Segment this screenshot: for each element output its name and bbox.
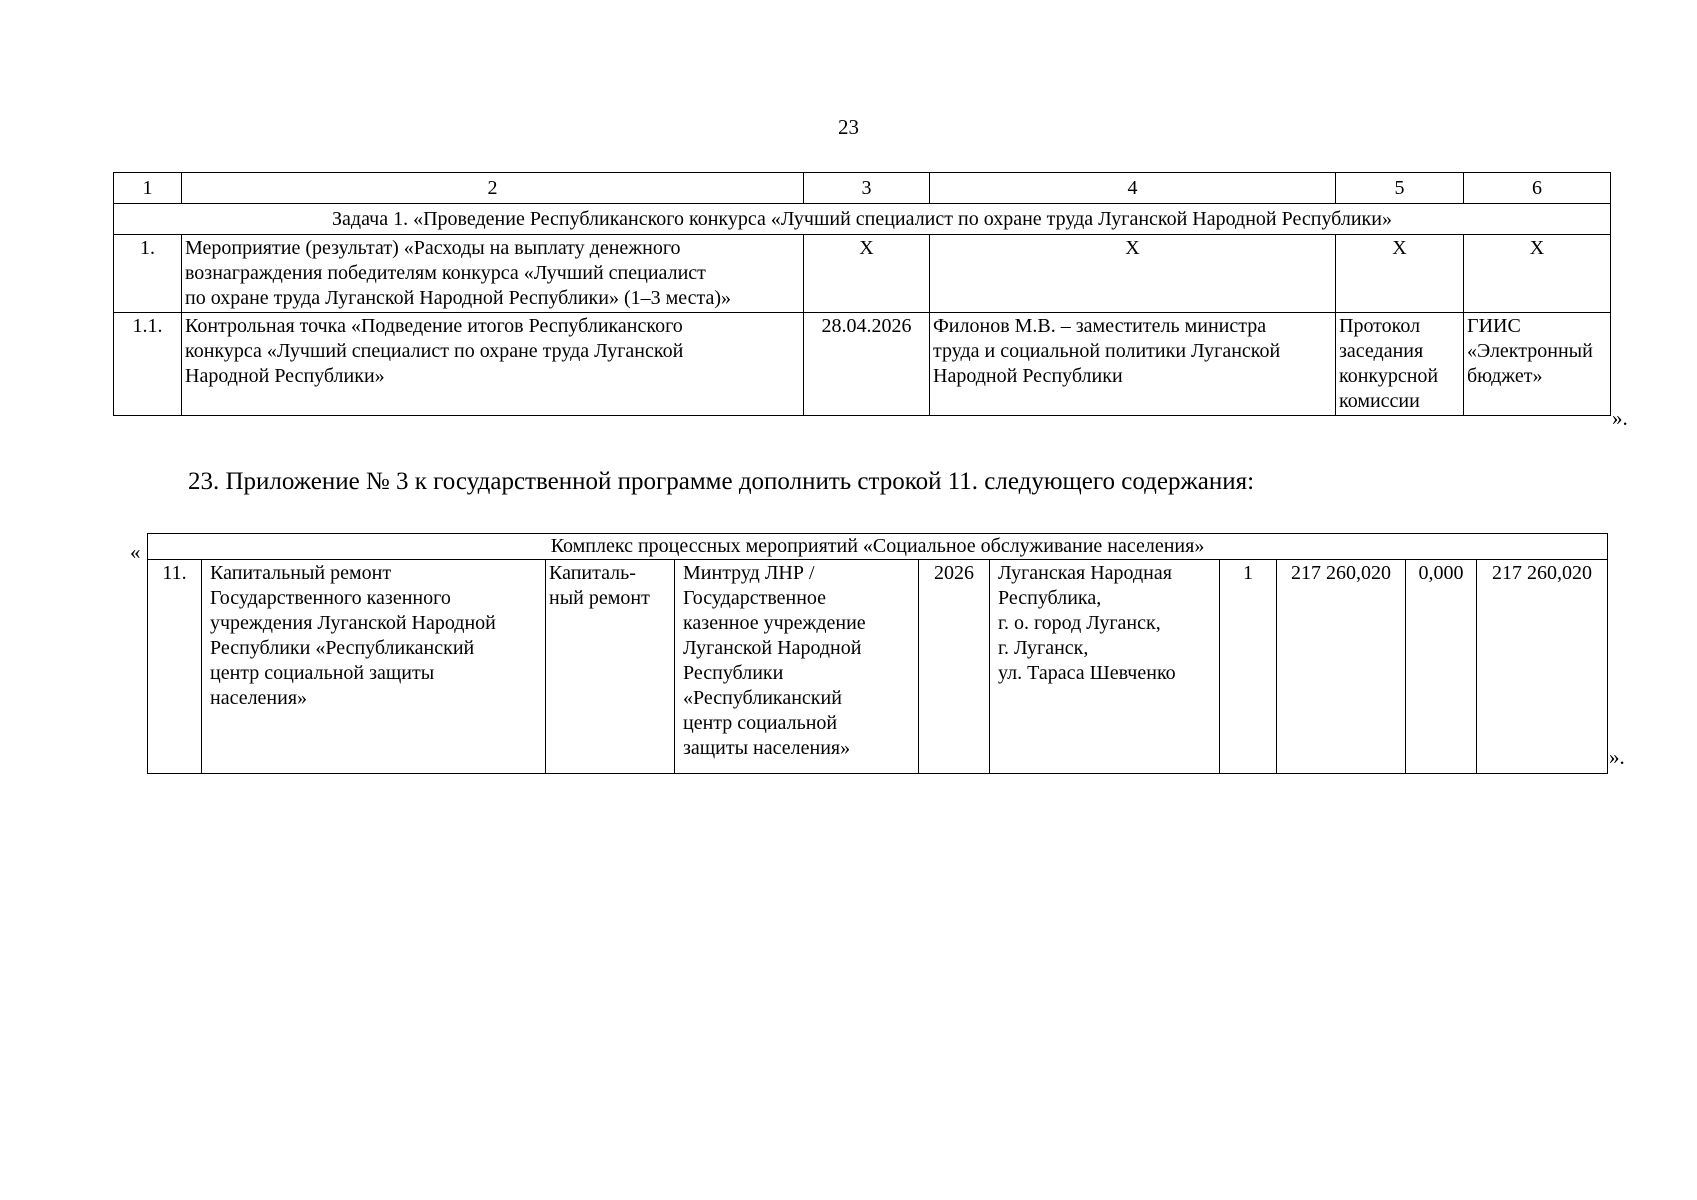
- header-row: [114, 173, 1611, 204]
- line: казенное учреждение: [683, 612, 866, 634]
- row-description: [182, 313, 804, 416]
- line: Республики: [683, 662, 784, 684]
- line: учреждения Луганской Народной: [210, 612, 496, 634]
- table-row: [114, 235, 1611, 313]
- line: Народной Республики: [933, 365, 1123, 387]
- page-number: 23: [838, 115, 859, 139]
- line: Капиталь-: [549, 562, 636, 584]
- line: вознаграждения победителям конкурса «Лучший специалист: [185, 262, 706, 284]
- line: Республики «Республиканский: [210, 637, 475, 659]
- complex-row: [148, 534, 1608, 560]
- line: конкурса «Лучший специалист по охране труда Луганской: [185, 340, 684, 362]
- work-type-cell: [546, 560, 675, 774]
- task-row: [114, 204, 1611, 235]
- line: центр социальной: [683, 712, 838, 734]
- line: заседания: [1339, 340, 1424, 362]
- document-cell: [1336, 313, 1464, 416]
- table-row: [148, 560, 1608, 774]
- address-cell: [990, 560, 1220, 774]
- amount-total-cell: 217 260,020: [1277, 560, 1406, 774]
- cell-col4: X: [930, 235, 1336, 313]
- table-row: [114, 313, 1611, 416]
- closing-quote: ».: [1609, 745, 1625, 769]
- header-cell: 1: [114, 173, 182, 204]
- appendix-table: [147, 533, 1608, 774]
- cell-col5: X: [1336, 235, 1464, 313]
- line: Луганская Народная: [998, 562, 1172, 584]
- row-number: 11.: [148, 560, 202, 774]
- system-cell: [1464, 313, 1611, 416]
- line: центр социальной защиты: [210, 662, 435, 684]
- line: по охране труда Луганской Народной Республики» (1–3 места)»: [185, 287, 732, 309]
- line: конкурсной: [1339, 365, 1439, 387]
- cell-col3: X: [804, 235, 930, 313]
- line: Государственное: [683, 587, 827, 609]
- line: Мероприятие (результат) «Расходы на выплату денежного: [185, 237, 681, 259]
- amount-third-cell: 217 260,020: [1477, 560, 1608, 774]
- line: труда и социальной политики Луганской: [933, 340, 1281, 362]
- line: комиссии: [1339, 390, 1420, 412]
- object-name-cell: [202, 560, 546, 774]
- header-cell: 5: [1336, 173, 1464, 204]
- opening-quote: «: [130, 540, 141, 564]
- row-number: 1.: [114, 235, 182, 313]
- line: ГИИС: [1467, 315, 1521, 337]
- count-cell: 1: [1220, 560, 1277, 774]
- header-cell: 6: [1464, 173, 1611, 204]
- line: Государственного казенного: [210, 587, 451, 609]
- line: бюджет»: [1467, 365, 1543, 387]
- year-cell: 2026: [919, 560, 990, 774]
- line: Протокол: [1339, 315, 1421, 337]
- date-cell: 28.04.2026: [804, 313, 930, 416]
- line: Капитальный ремонт: [210, 562, 392, 584]
- task-title: Задача 1. «Проведение Республиканского конкурса «Лучший специалист по охране труда Луганской Народной Республики»: [114, 204, 1611, 235]
- responsible-cell: [930, 313, 1336, 416]
- line: ный ремонт: [549, 587, 650, 609]
- closing-quote: ».: [1612, 406, 1628, 430]
- line: ул. Тараса Шевченко: [998, 662, 1176, 684]
- organization-cell: [675, 560, 919, 774]
- line: Луганской Народной: [683, 637, 862, 659]
- complex-title: Комплекс процессных мероприятий «Социальное обслуживание населения»: [148, 534, 1608, 560]
- row-description: [182, 235, 804, 313]
- line: «Республиканский: [683, 687, 842, 709]
- line: «Электронный: [1467, 340, 1593, 362]
- row-number: 1.1.: [114, 313, 182, 416]
- line: г. о. город Луганск,: [998, 612, 1161, 634]
- line: населения»: [210, 687, 308, 709]
- header-cell: 3: [804, 173, 930, 204]
- line: защиты населения»: [683, 737, 851, 759]
- line: Народной Республики»: [185, 365, 385, 387]
- line: Республика,: [998, 587, 1102, 609]
- line: г. Луганск,: [998, 637, 1089, 659]
- amount-second-cell: 0,000: [1406, 560, 1477, 774]
- line: Минтруд ЛНР /: [683, 562, 815, 584]
- header-cell: 2: [182, 173, 804, 204]
- amendment-paragraph: 23. Приложение № 3 к государственной программе дополнить строкой 11. следующего содержания:: [188, 468, 1255, 495]
- events-table: [113, 172, 1611, 416]
- line: Филонов М.В. – заместитель министра: [933, 315, 1267, 337]
- cell-col6: X: [1464, 235, 1611, 313]
- header-cell: 4: [930, 173, 1336, 204]
- line: Контрольная точка «Подведение итогов Республиканского: [185, 315, 683, 337]
